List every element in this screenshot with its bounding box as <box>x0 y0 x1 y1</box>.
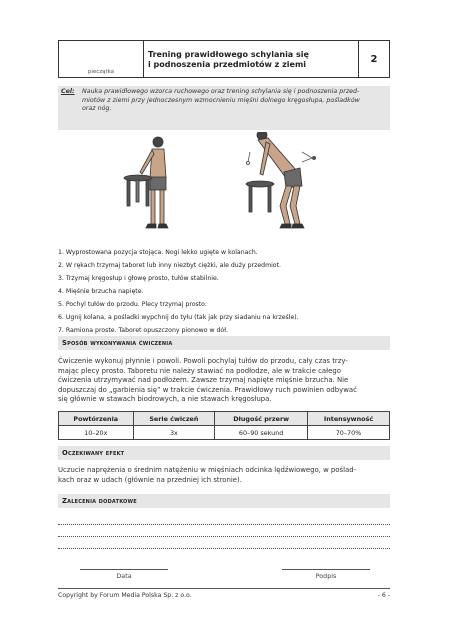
signature-label: Podpis <box>315 572 337 580</box>
table-header: Powtórzenia <box>59 412 134 426</box>
page-number: - 6 - <box>377 592 390 599</box>
note-line <box>58 524 390 525</box>
effect-text: Uczucie naprężenia o średnim natężeniu w mięśniach odcinka lędźwiowego, w poślad- kach oraz w udach (głównie na przedniej ich stronie). <box>58 466 357 484</box>
stamp-label: pieczątka <box>87 69 115 75</box>
table-header-row <box>59 412 390 426</box>
worksheet-header <box>58 40 390 78</box>
copyright-text: Copyright by Forum Media Polska Sp. z o.o. <box>58 592 192 599</box>
table-row <box>59 426 390 440</box>
table-cell: 60–90 sekund <box>215 426 308 440</box>
list-item: 4. Mięśnie brzucha napięte. <box>58 288 144 295</box>
table-header: Serie ćwiczeń <box>133 412 215 426</box>
worksheet-title: Trening prawidłowego schylania się i podnoszenia przedmiotów z ziemi <box>144 41 359 77</box>
exercise-number: 2 <box>370 53 378 65</box>
goal-label: Cel: <box>61 88 75 95</box>
list-item: 6. Ugnij kolana, a pośladki wypchnij do tyłu (tak jak przy siadaniu na krześle). <box>58 314 299 321</box>
note-line <box>58 536 390 537</box>
figure-standing <box>124 137 168 228</box>
method-heading: Sposób wykonywania ćwiczenia <box>58 336 390 350</box>
date-label: Data <box>116 572 132 580</box>
parameters-table <box>58 411 390 440</box>
list-item: 1. Wyprostowana pozycja stojąca. Nogi lekko ugięte w kolanach. <box>58 249 258 256</box>
figure-bending <box>246 132 316 228</box>
stamp-box <box>59 41 144 77</box>
exercise-illustration <box>100 132 360 232</box>
recommendations-heading: Zalecenia dodatkowe <box>58 494 390 508</box>
note-line <box>58 548 390 549</box>
table-cell: 3x <box>133 426 215 440</box>
signature-line <box>282 569 370 570</box>
list-item: 2. W rękach trzymaj taboret lub inny niezbyt ciężki, ale duży przedmiot. <box>58 262 281 269</box>
table-header: Intensywność <box>307 412 389 426</box>
list-item: 7. Ramiona proste. Taboret opuszczony pionowo w dół. <box>58 327 228 334</box>
table-cell: 10–20x <box>59 426 134 440</box>
footer-rule <box>58 588 390 589</box>
table-header: Długość przerw <box>215 412 308 426</box>
date-line <box>80 569 168 570</box>
goal-text: Nauka prawidłowego wzorca ruchowego oraz trening schylania się i podnoszenia przed- miotów z ziemi przy jednoczesnym wzmocnieniu mięśni dolnego kręgosłupa, pośladków oraz nóg. <box>82 88 360 113</box>
table-cell: 70–70% <box>307 426 389 440</box>
steps-list <box>58 246 388 337</box>
effect-heading: Oczekiwany efekt <box>58 446 390 460</box>
method-text: Ćwiczenie wykonuj płynnie i powoli. Powoli pochylaj tułów do przodu, cały czas trzy- mając plecy prosto. Taboretu nie należy stawiać na podłodze, ale w trakcie całego ćwiczenia utrzymywać nad podłożem. Zawsze trzymaj napięte mięśnie brzucha. Nie dopuszczaj do „garbienia się” w trakcie ćwiczenia. Prawidłowy ruch powinien odbywać się głównie w stawach biodrowych, a nie stawach kręgosłupa. <box>58 357 357 404</box>
list-item: 5. Pochyl tułów do przodu. Plecy trzymaj prosto. <box>58 301 207 308</box>
list-item: 3. Trzymaj kręgosłup i głowę prosto, tułów stabilnie. <box>58 275 219 282</box>
goal-box <box>58 86 390 130</box>
